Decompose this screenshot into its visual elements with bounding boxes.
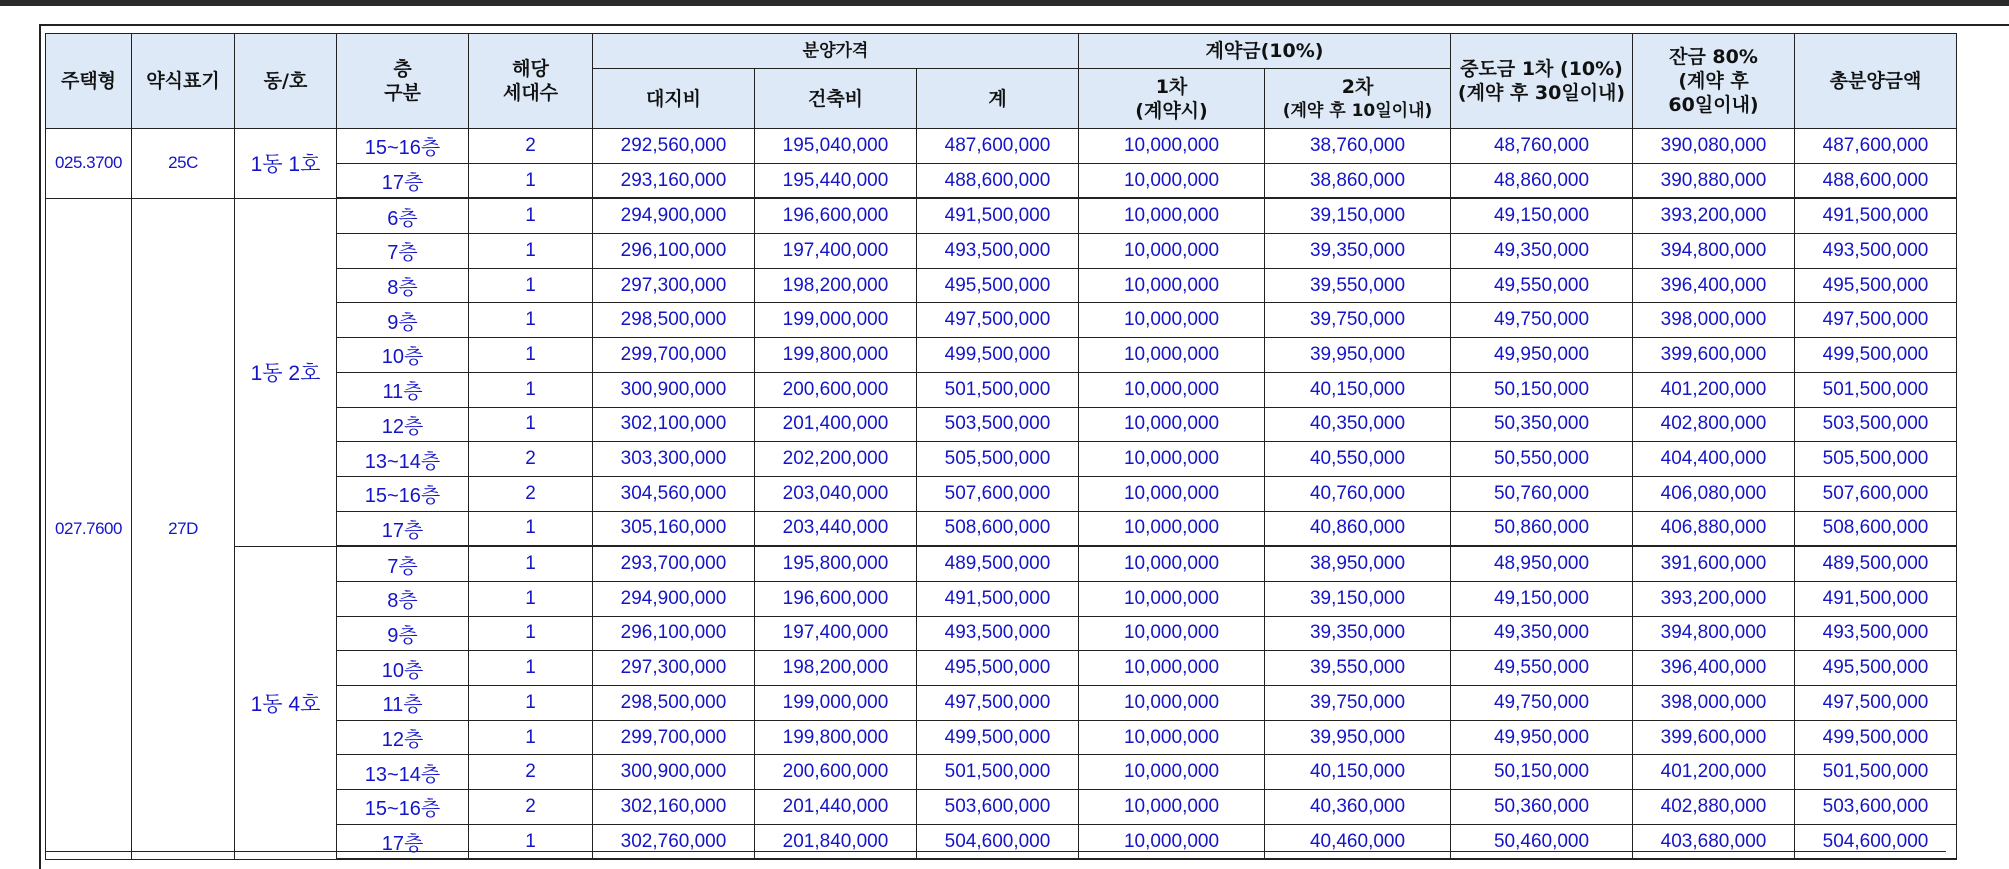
subtotal-cell: 508,600,000 [917,511,1079,546]
floor-cell: 15~16층 [337,129,469,164]
abbr-cell: 25C [132,129,235,199]
deposit-2nd-cell: 40,460,000 [1265,824,1451,859]
header-deposit-1st [1079,69,1265,129]
subtotal-cell: 497,500,000 [917,303,1079,338]
subtotal-cell: 495,500,000 [917,268,1079,303]
floor-cell: 12층 [337,720,469,755]
table-header [46,34,1957,129]
balance-cell: 398,000,000 [1633,686,1795,721]
deposit-1st-cell: 10,000,000 [1079,476,1265,511]
units-cell: 2 [469,790,593,825]
total-price-cell: 499,500,000 [1795,720,1957,755]
deposit-1st-cell: 10,000,000 [1079,234,1265,269]
units-cell: 2 [469,476,593,511]
deposit-1st-cell: 10,000,000 [1079,338,1265,373]
dong-ho-cell: 1동 2호 [235,198,337,546]
floor-cell: 6층 [337,198,469,233]
abbr-cell: 27D [132,198,235,859]
floor-cell: 11층 [337,372,469,407]
sale-price-table [45,33,1957,860]
deposit-2nd-cell: 39,150,000 [1265,581,1451,616]
total-price-cell: 503,600,000 [1795,790,1957,825]
top-border-bar [0,0,2009,6]
land-cost-cell: 292,560,000 [593,129,755,164]
deposit-1st-cell: 10,000,000 [1079,129,1265,164]
deposit-2nd-cell: 39,550,000 [1265,268,1451,303]
land-cost-cell: 302,100,000 [593,407,755,442]
middle-payment-cell: 49,350,000 [1451,616,1633,651]
subtotal-cell: 503,500,000 [917,407,1079,442]
deposit-2nd-cell: 40,350,000 [1265,407,1451,442]
subtotal-cell: 503,600,000 [917,790,1079,825]
total-price-cell: 491,500,000 [1795,581,1957,616]
middle-payment-cell: 50,860,000 [1451,511,1633,546]
deposit-2nd-cell: 40,860,000 [1265,511,1451,546]
header-units-line1: 해당 [512,58,549,80]
land-cost-cell: 298,500,000 [593,303,755,338]
balance-cell: 402,800,000 [1633,407,1795,442]
middle-payment-cell: 49,550,000 [1451,268,1633,303]
header-balance [1633,34,1795,129]
land-cost-cell: 297,300,000 [593,651,755,686]
units-cell: 1 [469,163,593,198]
deposit-2nd-cell: 39,150,000 [1265,198,1451,233]
building-cost-cell: 195,800,000 [755,546,917,581]
units-cell: 1 [469,720,593,755]
subtotal-cell: 507,600,000 [917,476,1079,511]
units-cell: 1 [469,234,593,269]
balance-cell: 393,200,000 [1633,198,1795,233]
land-cost-cell: 300,900,000 [593,755,755,790]
total-price-cell: 497,500,000 [1795,303,1957,338]
balance-cell: 393,200,000 [1633,581,1795,616]
floor-cell: 17층 [337,511,469,546]
table-row [46,546,1957,581]
deposit-2nd-cell: 39,750,000 [1265,686,1451,721]
subtotal-cell: 491,500,000 [917,198,1079,233]
balance-cell: 401,200,000 [1633,372,1795,407]
total-price-cell: 501,500,000 [1795,755,1957,790]
table-body [46,129,1957,860]
land-cost-cell: 302,760,000 [593,824,755,859]
balance-cell: 401,200,000 [1633,755,1795,790]
floor-cell: 9층 [337,616,469,651]
land-cost-cell: 300,900,000 [593,372,755,407]
total-price-cell: 505,500,000 [1795,442,1957,477]
balance-cell: 403,680,000 [1633,824,1795,859]
building-cost-cell: 203,440,000 [755,511,917,546]
deposit-2nd-cell: 40,550,000 [1265,442,1451,477]
subtotal-cell: 491,500,000 [917,581,1079,616]
middle-payment-cell: 49,750,000 [1451,686,1633,721]
building-cost-cell: 201,400,000 [755,407,917,442]
deposit-2nd-cell: 38,860,000 [1265,163,1451,198]
balance-cell: 399,600,000 [1633,338,1795,373]
units-cell: 1 [469,268,593,303]
subtotal-cell: 501,500,000 [917,372,1079,407]
middle-payment-cell: 49,550,000 [1451,651,1633,686]
building-cost-cell: 197,400,000 [755,616,917,651]
floor-cell: 17층 [337,163,469,198]
deposit-2nd-cell: 40,150,000 [1265,755,1451,790]
floor-cell: 11층 [337,686,469,721]
units-cell: 1 [469,198,593,233]
balance-cell: 394,800,000 [1633,616,1795,651]
subtotal-cell: 493,500,000 [917,616,1079,651]
balance-cell: 390,080,000 [1633,129,1795,164]
deposit-2nd-cell: 39,950,000 [1265,720,1451,755]
total-price-cell: 507,600,000 [1795,476,1957,511]
deposit-1st-cell: 10,000,000 [1079,790,1265,825]
balance-cell: 406,080,000 [1633,476,1795,511]
deposit-1st-cell: 10,000,000 [1079,651,1265,686]
total-price-cell: 487,600,000 [1795,129,1957,164]
units-cell: 1 [469,407,593,442]
header-abbr: 약식표기 [132,34,235,129]
header-middle-payment [1451,34,1633,129]
units-cell: 1 [469,581,593,616]
deposit-2nd-cell: 38,760,000 [1265,129,1451,164]
deposit-2nd-cell: 39,750,000 [1265,303,1451,338]
balance-cell: 396,400,000 [1633,651,1795,686]
floor-cell: 7층 [337,234,469,269]
middle-payment-cell: 50,360,000 [1451,790,1633,825]
floor-cell: 7층 [337,546,469,581]
total-price-cell: 488,600,000 [1795,163,1957,198]
header-balance-line2: (계약 후 [1678,70,1749,92]
header-house-type: 주택형 [46,34,132,129]
deposit-2nd-cell: 39,350,000 [1265,234,1451,269]
header-subtotal: 계 [917,69,1079,129]
units-cell: 1 [469,372,593,407]
land-cost-cell: 305,160,000 [593,511,755,546]
floor-cell: 13~14층 [337,442,469,477]
subtotal-cell: 501,500,000 [917,755,1079,790]
units-cell: 1 [469,511,593,546]
table-row [46,198,1957,233]
header-land-cost: 대지비 [593,69,755,129]
deposit-2nd-cell: 40,150,000 [1265,372,1451,407]
total-price-cell: 508,600,000 [1795,511,1957,546]
floor-cell: 15~16층 [337,790,469,825]
floor-cell: 10층 [337,651,469,686]
building-cost-cell: 201,840,000 [755,824,917,859]
header-floor [337,34,469,129]
units-cell: 2 [469,129,593,164]
deposit-1st-cell: 10,000,000 [1079,407,1265,442]
building-cost-cell: 201,440,000 [755,790,917,825]
middle-payment-cell: 50,150,000 [1451,372,1633,407]
land-cost-cell: 294,900,000 [593,581,755,616]
deposit-2nd-cell: 39,550,000 [1265,651,1451,686]
building-cost-cell: 199,800,000 [755,720,917,755]
header-dong-ho: 동/호 [235,34,337,129]
deposit-2nd-cell: 38,950,000 [1265,546,1451,581]
header-dep2-line2: (계약 후 10일이내) [1282,100,1433,121]
total-price-cell: 499,500,000 [1795,338,1957,373]
middle-payment-cell: 50,460,000 [1451,824,1633,859]
deposit-1st-cell: 10,000,000 [1079,268,1265,303]
deposit-1st-cell: 10,000,000 [1079,686,1265,721]
units-cell: 1 [469,546,593,581]
dong-ho-cell: 1동 1호 [235,129,337,199]
floor-cell: 9층 [337,303,469,338]
header-deposit-2nd [1265,69,1451,129]
balance-cell: 394,800,000 [1633,234,1795,269]
building-cost-cell: 198,200,000 [755,268,917,303]
header-building-cost: 건축비 [755,69,917,129]
building-cost-cell: 199,000,000 [755,686,917,721]
header-middle-line2: (계약 후 30일이내) [1457,82,1626,104]
header-floor-line1: 층 [393,58,412,80]
header-dep2-line1: 2차 [1341,75,1374,98]
deposit-2nd-cell: 39,950,000 [1265,338,1451,373]
deposit-1st-cell: 10,000,000 [1079,442,1265,477]
building-cost-cell: 203,040,000 [755,476,917,511]
balance-cell: 406,880,000 [1633,511,1795,546]
deposit-1st-cell: 10,000,000 [1079,824,1265,859]
total-price-cell: 504,600,000 [1795,824,1957,859]
total-price-cell: 493,500,000 [1795,234,1957,269]
deposit-2nd-cell: 39,350,000 [1265,616,1451,651]
units-cell: 2 [469,442,593,477]
building-cost-cell: 195,440,000 [755,163,917,198]
balance-cell: 402,880,000 [1633,790,1795,825]
building-cost-cell: 195,040,000 [755,129,917,164]
floor-cell: 8층 [337,268,469,303]
total-price-cell: 495,500,000 [1795,651,1957,686]
building-cost-cell: 196,600,000 [755,198,917,233]
header-balance-line1: 잔금 80% [1669,46,1758,68]
header-total: 총분양금액 [1795,34,1957,129]
land-cost-cell: 302,160,000 [593,790,755,825]
balance-cell: 398,000,000 [1633,303,1795,338]
header-dep1-line2: (계약시) [1135,99,1208,122]
building-cost-cell: 202,200,000 [755,442,917,477]
deposit-1st-cell: 10,000,000 [1079,720,1265,755]
total-price-cell: 501,500,000 [1795,372,1957,407]
subtotal-cell: 495,500,000 [917,651,1079,686]
building-cost-cell: 200,600,000 [755,755,917,790]
units-cell: 1 [469,824,593,859]
units-cell: 2 [469,755,593,790]
building-cost-cell: 198,200,000 [755,651,917,686]
units-cell: 1 [469,303,593,338]
total-price-cell: 497,500,000 [1795,686,1957,721]
units-cell: 1 [469,616,593,651]
middle-payment-cell: 48,760,000 [1451,129,1633,164]
middle-payment-cell: 48,950,000 [1451,546,1633,581]
land-cost-cell: 294,900,000 [593,198,755,233]
middle-payment-cell: 49,950,000 [1451,720,1633,755]
deposit-1st-cell: 10,000,000 [1079,755,1265,790]
subtotal-cell: 499,500,000 [917,338,1079,373]
land-cost-cell: 297,300,000 [593,268,755,303]
land-cost-cell: 296,100,000 [593,234,755,269]
deposit-1st-cell: 10,000,000 [1079,616,1265,651]
units-cell: 1 [469,338,593,373]
subtotal-cell: 504,600,000 [917,824,1079,859]
header-units-line2: 세대수 [502,82,559,104]
subtotal-cell: 488,600,000 [917,163,1079,198]
header-sale-price: 분양가격 [593,34,1079,69]
building-cost-cell: 196,600,000 [755,581,917,616]
house-type-cell: 025.3700 [46,129,132,199]
deposit-1st-cell: 10,000,000 [1079,303,1265,338]
balance-cell: 404,400,000 [1633,442,1795,477]
balance-cell: 399,600,000 [1633,720,1795,755]
middle-payment-cell: 50,350,000 [1451,407,1633,442]
header-floor-line2: 구분 [384,82,421,104]
total-price-cell: 503,500,000 [1795,407,1957,442]
middle-payment-cell: 50,150,000 [1451,755,1633,790]
table-bottom-rule [45,851,1946,852]
building-cost-cell: 200,600,000 [755,372,917,407]
subtotal-cell: 493,500,000 [917,234,1079,269]
balance-cell: 390,880,000 [1633,163,1795,198]
floor-cell: 8층 [337,581,469,616]
total-price-cell: 489,500,000 [1795,546,1957,581]
middle-payment-cell: 49,150,000 [1451,198,1633,233]
header-middle-line1: 중도금 1차 (10%) [1460,58,1623,80]
middle-payment-cell: 49,150,000 [1451,581,1633,616]
land-cost-cell: 293,700,000 [593,546,755,581]
subtotal-cell: 489,500,000 [917,546,1079,581]
header-dep1-line1: 1차 [1155,75,1188,98]
dong-ho-cell: 1동 4호 [235,546,337,859]
units-cell: 1 [469,686,593,721]
deposit-1st-cell: 10,000,000 [1079,546,1265,581]
balance-cell: 391,600,000 [1633,546,1795,581]
subtotal-cell: 499,500,000 [917,720,1079,755]
floor-cell: 12층 [337,407,469,442]
floor-cell: 10층 [337,338,469,373]
total-price-cell: 495,500,000 [1795,268,1957,303]
deposit-2nd-cell: 40,360,000 [1265,790,1451,825]
deposit-1st-cell: 10,000,000 [1079,198,1265,233]
deposit-1st-cell: 10,000,000 [1079,372,1265,407]
floor-cell: 13~14층 [337,755,469,790]
land-cost-cell: 299,700,000 [593,720,755,755]
land-cost-cell: 293,160,000 [593,163,755,198]
building-cost-cell: 199,000,000 [755,303,917,338]
building-cost-cell: 197,400,000 [755,234,917,269]
land-cost-cell: 298,500,000 [593,686,755,721]
middle-payment-cell: 49,750,000 [1451,303,1633,338]
middle-payment-cell: 49,950,000 [1451,338,1633,373]
land-cost-cell: 296,100,000 [593,616,755,651]
total-price-cell: 493,500,000 [1795,616,1957,651]
subtotal-cell: 505,500,000 [917,442,1079,477]
header-balance-line3: 60일이내) [1668,94,1759,116]
floor-cell: 17층 [337,824,469,859]
subtotal-cell: 487,600,000 [917,129,1079,164]
table-row [46,129,1957,164]
header-units [469,34,593,129]
total-price-cell: 491,500,000 [1795,198,1957,233]
deposit-1st-cell: 10,000,000 [1079,581,1265,616]
land-cost-cell: 299,700,000 [593,338,755,373]
middle-payment-cell: 49,350,000 [1451,234,1633,269]
house-type-cell: 027.7600 [46,198,132,859]
balance-cell: 396,400,000 [1633,268,1795,303]
land-cost-cell: 304,560,000 [593,476,755,511]
middle-payment-cell: 50,550,000 [1451,442,1633,477]
building-cost-cell: 199,800,000 [755,338,917,373]
middle-payment-cell: 48,860,000 [1451,163,1633,198]
floor-cell: 15~16층 [337,476,469,511]
deposit-1st-cell: 10,000,000 [1079,511,1265,546]
middle-payment-cell: 50,760,000 [1451,476,1633,511]
header-deposit: 계약금(10%) [1079,34,1451,69]
deposit-2nd-cell: 40,760,000 [1265,476,1451,511]
units-cell: 1 [469,651,593,686]
subtotal-cell: 497,500,000 [917,686,1079,721]
deposit-1st-cell: 10,000,000 [1079,163,1265,198]
land-cost-cell: 303,300,000 [593,442,755,477]
